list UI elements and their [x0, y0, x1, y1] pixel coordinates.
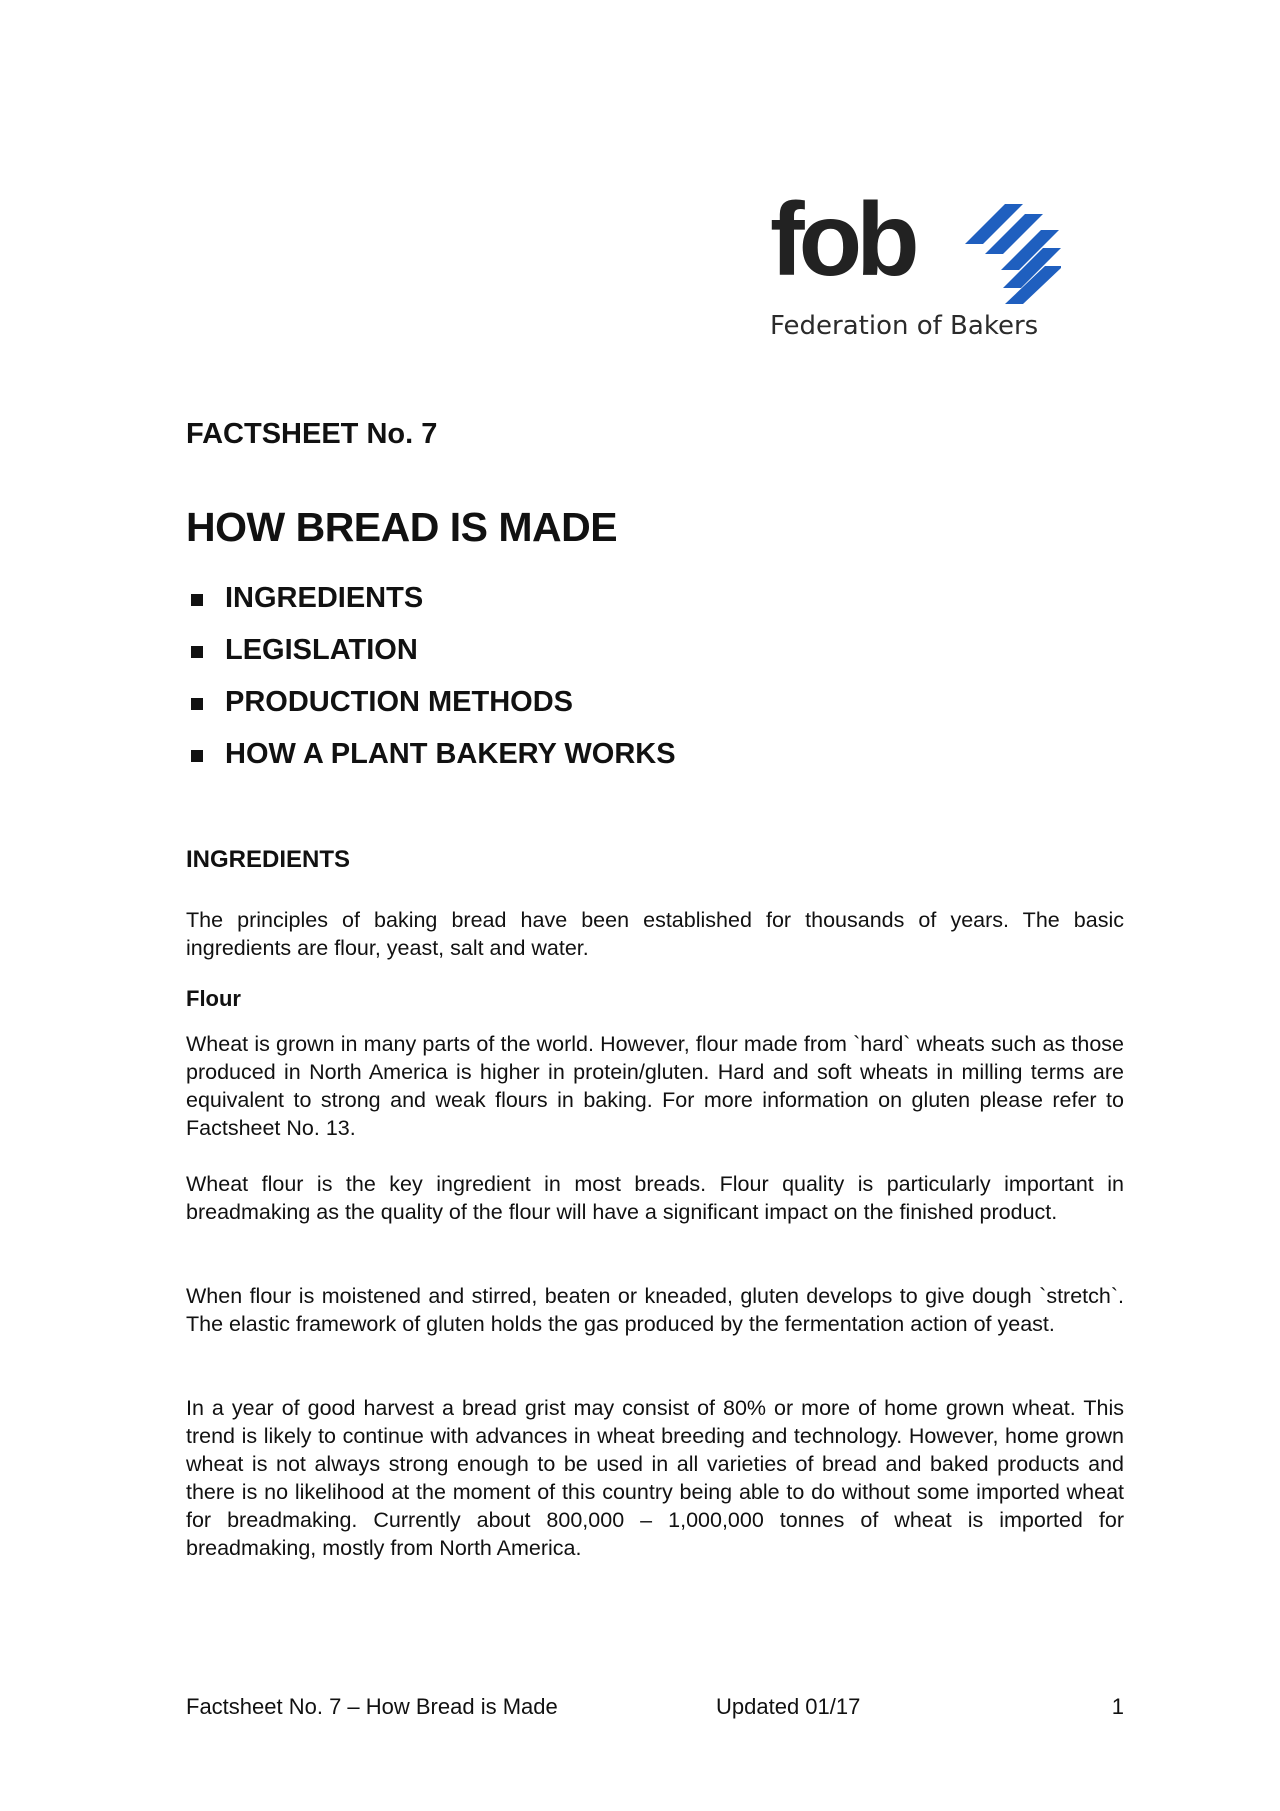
page-footer	[186, 1694, 1124, 1724]
logo-stripes-icon	[965, 204, 1061, 304]
flour-paragraph: Wheat flour is the key ingredient in most breads. Flour quality is particularly important in breadmaking as the quality of the flour will have a significant impact on the finished product.	[186, 1172, 1124, 1224]
topic-list	[186, 580, 676, 788]
logo-subtitle: Federation of Bakers	[770, 311, 1039, 341]
square-bullet-icon	[191, 750, 203, 762]
footer-document-title: Factsheet No. 7 – How Bread is Made	[186, 1694, 558, 1719]
topic-item	[186, 684, 676, 736]
topic-item	[186, 580, 676, 632]
square-bullet-icon	[191, 698, 203, 710]
topic-label: HOW A PLANT BAKERY WORKS	[225, 738, 676, 770]
topic-item	[186, 736, 676, 788]
flour-paragraph: In a year of good harvest a bread grist may consist of 80% or more of home grown wheat. This trend is likely to continue with advances in wheat breeding and technology. However, home grown wheat is not always strong enough to be used in all varieties of bread and baked products and there is no likelihood at the moment of this country being able to do without some imported wheat for breadmaking. Currently about 800,000 – 1,000,000 tonnes of wheat is imported for breadmaking, mostly from North America.	[186, 1396, 1124, 1560]
topic-label: PRODUCTION METHODS	[225, 686, 573, 718]
page-title: HOW BREAD IS MADE	[186, 504, 618, 550]
flour-paragraph: When flour is moistened and stirred, beaten or kneaded, gluten develops to give dough `stretch`. The elastic framework of gluten holds the gas produced by the fermentation action of yeast.	[186, 1284, 1124, 1336]
topic-label: LEGISLATION	[225, 634, 418, 666]
section-heading-ingredients: INGREDIENTS	[186, 846, 351, 873]
square-bullet-icon	[191, 594, 203, 606]
square-bullet-icon	[191, 646, 203, 658]
footer-page-number: 1	[1111, 1694, 1124, 1719]
footer-updated-date: Updated 01/17	[716, 1694, 861, 1719]
flour-paragraph: Wheat is grown in many parts of the world. However, flour made from `hard` wheats such as those produced in North America is higher in protein/gluten. Hard and soft wheats in milling terms are equivalent to strong and weak flours in baking. For more information on gluten please refer to Factsheet No. 13.	[186, 1032, 1124, 1140]
topic-label: INGREDIENTS	[225, 582, 424, 614]
logo-wordmark: fob	[770, 182, 914, 298]
fob-logo	[770, 182, 1070, 350]
factsheet-number: FACTSHEET No. 7	[186, 418, 438, 450]
subheading-flour: Flour	[186, 986, 241, 1011]
topic-item	[186, 632, 676, 684]
intro-paragraph: The principles of baking bread have been established for thousands of years. The basic ingredients are flour, yeast, salt and water.	[186, 908, 1124, 960]
